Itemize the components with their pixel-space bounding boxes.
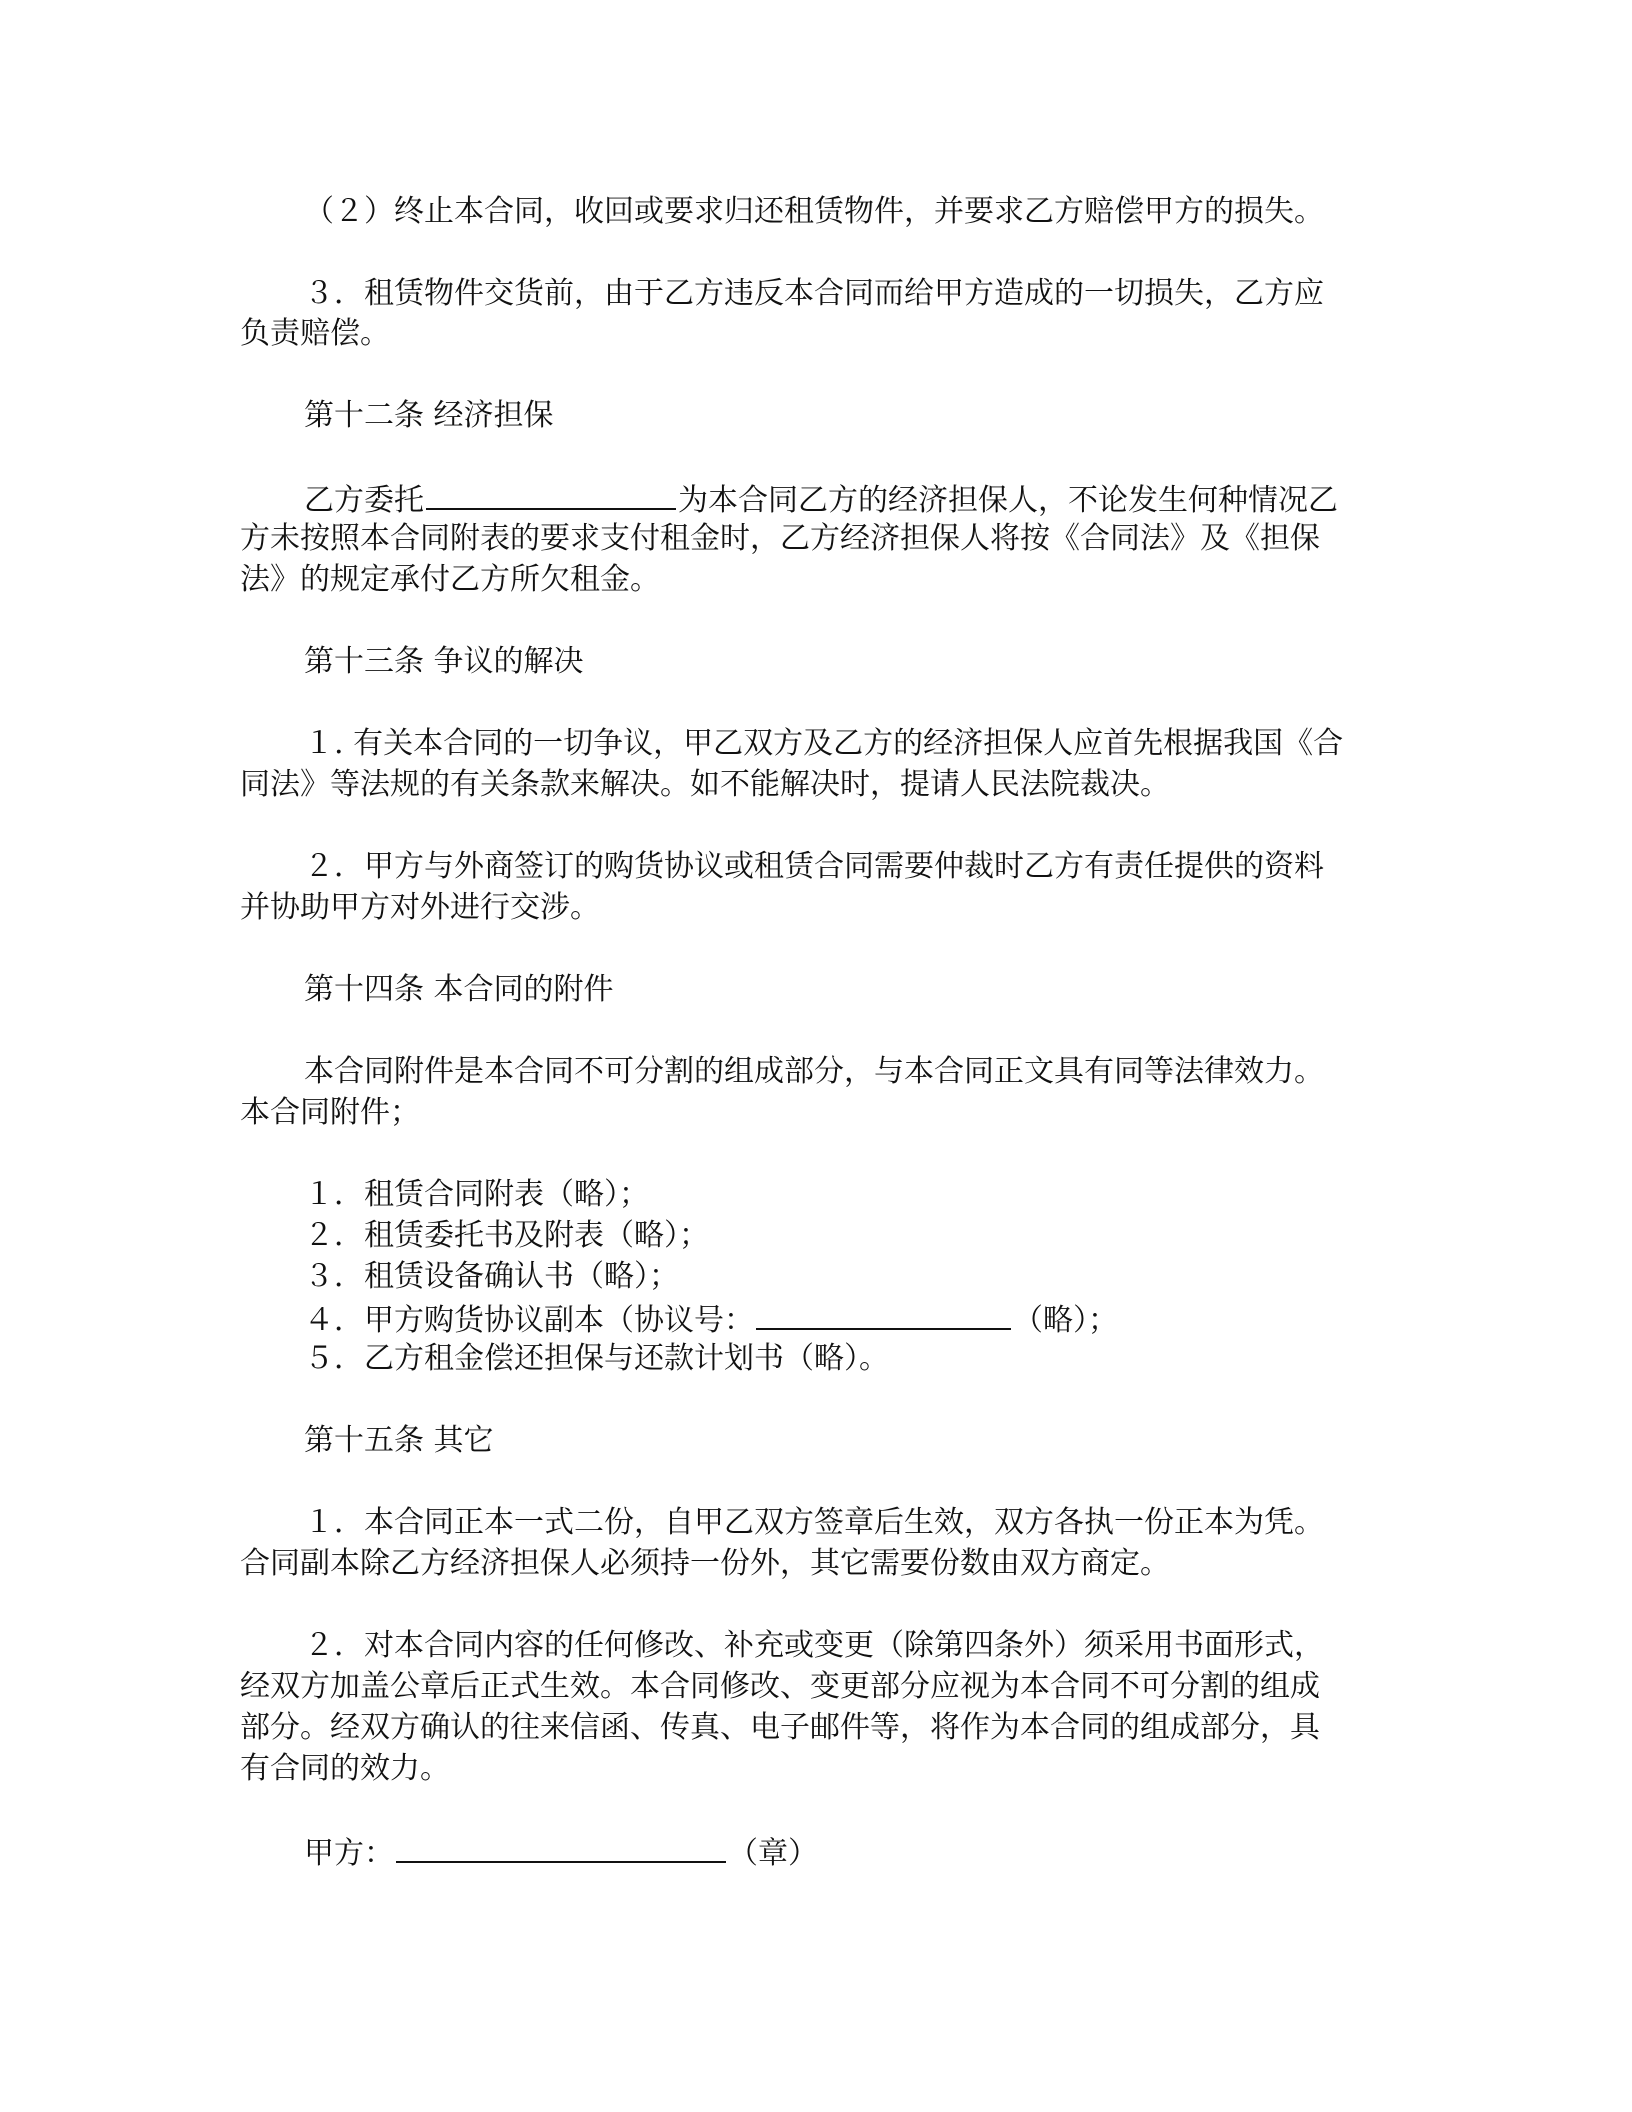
- clause12-paragraph-line2: 方未按照本合同附表的要求支付租金时，乙方经济担保人将按《合同法》及《担保: [240, 521, 1320, 556]
- clause13-heading: 第十三条 争议的解决: [304, 644, 584, 679]
- attachment-item-1: １．租赁合同附表（略）；: [304, 1177, 649, 1212]
- clause14-paragraph-line1: 本合同附件是本合同不可分割的组成部分，与本合同正文具有同等法律效力。: [304, 1054, 1324, 1089]
- clause15-item2-line4: 有合同的效力。: [240, 1751, 450, 1786]
- attachment-item-4-pre: ４．甲方购货协议副本（协议号：: [304, 1303, 754, 1338]
- clause13-item1-line1: １. 有关本合同的一切争议，甲乙双方及乙方的经济担保人应首先根据我国《合: [304, 726, 1344, 761]
- clause15-item2-line1: ２．对本合同内容的任何修改、补充或变更（除第四条外）须采用书面形式，: [304, 1628, 1324, 1663]
- clause15-item1-line1: １．本合同正本一式二份，自甲乙双方签章后生效，双方各执一份正本为凭。: [304, 1505, 1324, 1540]
- clause11-item3-line1: ３．租赁物件交货前，由于乙方违反本合同而给甲方造成的一切损失，乙方应: [304, 276, 1324, 311]
- clause14-paragraph-line2: 本合同附件；: [240, 1095, 420, 1130]
- clause15-heading: 第十五条 其它: [304, 1423, 494, 1458]
- clause12-paragraph-line1: [304, 478, 1454, 521]
- seal-label: （章）: [728, 1836, 818, 1871]
- clause11-item3-line2: 负责赔偿。: [240, 316, 390, 351]
- clause13-item1-line2: 同法》等法规的有关条款来解决。如不能解决时，提请人民法院裁决。: [240, 767, 1170, 802]
- signature-line-party-a: [304, 1831, 1454, 1874]
- clause11-item2-sub2: （２）终止本合同，收回或要求归还租赁物件，并要求乙方赔偿甲方的损失。: [304, 194, 1324, 229]
- clause15-item2-line2: 经双方加盖公章后正式生效。本合同修改、变更部分应视为本合同不可分割的组成: [240, 1669, 1320, 1704]
- clause12-text-post: 为本合同乙方的经济担保人，不论发生何种情况乙: [678, 483, 1338, 518]
- clause14-heading: 第十四条 本合同的附件: [304, 972, 614, 1007]
- clause12-paragraph-line3: 法》的规定承付乙方所欠租金。: [240, 562, 660, 597]
- clause13-item2-line1: ２．甲方与外商签订的购货协议或租赁合同需要仲裁时乙方有责任提供的资料: [304, 849, 1324, 884]
- attachment-item-5: ５．乙方租金偿还担保与还款计划书（略）。: [304, 1341, 889, 1376]
- attachment-item-4: [304, 1298, 1454, 1341]
- clause15-item2-line3: 部分。经双方确认的往来信函、传真、电子邮件等，将作为本合同的组成部分，具: [240, 1710, 1320, 1745]
- clause12-heading: 第十二条 经济担保: [304, 398, 554, 433]
- attachment-item-2: ２．租赁委托书及附表（略）；: [304, 1218, 709, 1253]
- clause15-item1-line2: 合同副本除乙方经济担保人必须持一份外，其它需要份数由双方商定。: [240, 1546, 1170, 1581]
- agreement-number-blank[interactable]: [756, 1298, 1011, 1330]
- attachment-item-3: ３．租赁设备确认书（略）；: [304, 1259, 679, 1294]
- party-a-signature-blank[interactable]: [396, 1831, 726, 1863]
- attachment-item-4-post: （略）；: [1013, 1303, 1118, 1338]
- clause12-text-pre: 乙方委托: [304, 483, 424, 518]
- guarantor-name-blank[interactable]: [426, 478, 676, 510]
- clause13-item2-line2: 并协助甲方对外进行交涉。: [240, 890, 600, 925]
- party-a-label: 甲方：: [304, 1836, 394, 1871]
